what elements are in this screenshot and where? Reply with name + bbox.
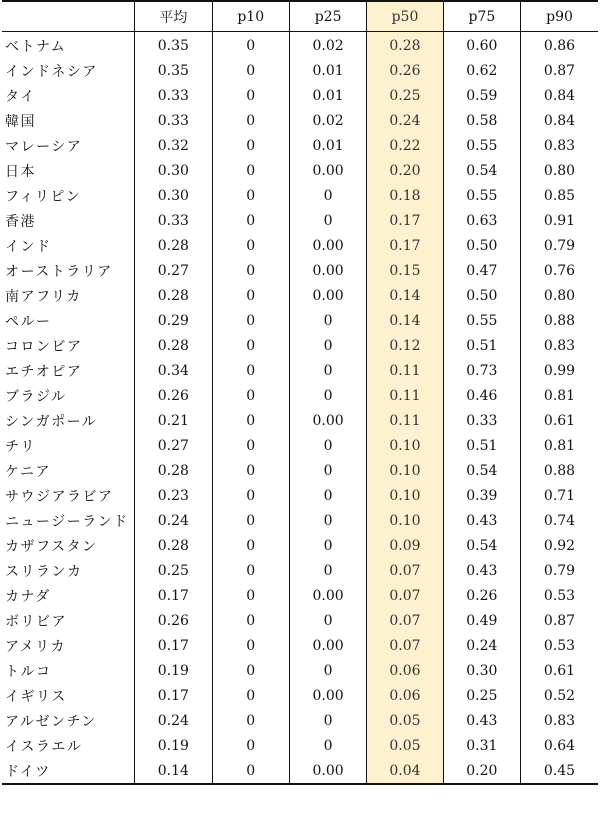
p50-cell: 0.07 <box>367 558 443 583</box>
p50-cell: 0.11 <box>367 358 443 383</box>
header-mean: 平均 <box>135 1 212 32</box>
p75-cell: 0.43 <box>443 558 520 583</box>
p75-cell: 0.46 <box>443 383 520 408</box>
mean-cell: 0.26 <box>135 608 212 633</box>
table-row <box>2 633 598 658</box>
mean-cell: 0.24 <box>135 708 212 733</box>
p10-cell: 0 <box>212 758 289 784</box>
p25-cell: 0 <box>289 383 366 408</box>
country-cell: ケニア <box>5 463 51 480</box>
p90-cell: 0.61 <box>521 658 598 683</box>
p25-cell: 0 <box>289 608 366 633</box>
p90-cell: 0.64 <box>521 733 598 758</box>
p10-cell: 0 <box>212 533 289 558</box>
mean-cell: 0.19 <box>135 733 212 758</box>
p75-cell: 0.39 <box>443 483 520 508</box>
p10-cell: 0 <box>212 258 289 283</box>
p75-cell: 0.63 <box>443 208 520 233</box>
country-cell: 南アフリカ <box>5 288 82 305</box>
p10-cell: 0 <box>212 733 289 758</box>
p75-cell: 0.55 <box>443 183 520 208</box>
p75-cell: 0.59 <box>443 83 520 108</box>
p90-cell: 0.88 <box>521 308 598 333</box>
table-row <box>2 258 598 283</box>
mean-cell: 0.17 <box>135 583 212 608</box>
p50-cell: 0.06 <box>367 683 443 708</box>
p10-cell: 0 <box>212 108 289 133</box>
p10-cell: 0 <box>212 58 289 83</box>
p50-cell: 0.07 <box>367 583 443 608</box>
country-cell: 韓国 <box>5 113 36 130</box>
p75-cell: 0.24 <box>443 633 520 658</box>
p25-cell: 0 <box>289 533 366 558</box>
header-p10: p10 <box>212 1 289 32</box>
table-row <box>2 32 598 59</box>
p50-cell: 0.10 <box>367 508 443 533</box>
p50-cell: 0.28 <box>367 32 443 59</box>
p25-cell: 0 <box>289 183 366 208</box>
country-cell: サウジアラビア <box>5 488 114 505</box>
p75-cell: 0.30 <box>443 658 520 683</box>
p75-cell: 0.47 <box>443 258 520 283</box>
table-row <box>2 733 598 758</box>
country-cell: 日本 <box>5 163 36 180</box>
country-cell: ボリビア <box>5 613 67 630</box>
p90-cell: 0.71 <box>521 483 598 508</box>
p25-cell: 0 <box>289 308 366 333</box>
p10-cell: 0 <box>212 358 289 383</box>
p90-cell: 0.76 <box>521 258 598 283</box>
p90-cell: 0.87 <box>521 608 598 633</box>
country-cell: フィリピン <box>5 188 82 205</box>
table-row <box>2 683 598 708</box>
p50-cell: 0.11 <box>367 408 443 433</box>
country-cell: 香港 <box>5 213 36 230</box>
p10-cell: 0 <box>212 333 289 358</box>
p10-cell: 0 <box>212 683 289 708</box>
mean-cell: 0.28 <box>135 283 212 308</box>
p75-cell: 0.54 <box>443 158 520 183</box>
country-cell: ドイツ <box>2 758 135 784</box>
p10-cell: 0 <box>212 708 289 733</box>
p50-cell: 0.18 <box>367 183 443 208</box>
mean-cell: 0.27 <box>135 258 212 283</box>
p75-cell: 0.50 <box>443 283 520 308</box>
p50-cell: 0.26 <box>367 58 443 83</box>
p50-cell: 0.14 <box>367 308 443 333</box>
p90-cell: 0.53 <box>521 583 598 608</box>
p10-cell: 0 <box>212 233 289 258</box>
country-cell: オーストラリア <box>5 263 113 280</box>
p75-cell: 0.60 <box>443 32 520 59</box>
country-cell: ブラジル <box>5 388 67 405</box>
table-row <box>2 708 598 733</box>
country-cell: マレーシア <box>5 138 83 155</box>
header-p90: p90 <box>521 1 598 32</box>
table-row <box>2 558 598 583</box>
table-row <box>2 758 598 784</box>
mean-cell: 0.26 <box>135 383 212 408</box>
table-row <box>2 658 598 683</box>
p90-cell: 0.88 <box>521 458 598 483</box>
p25-cell: 0 <box>289 358 366 383</box>
mean-cell: 0.34 <box>135 358 212 383</box>
country-cell: ペルー <box>5 313 52 330</box>
mean-cell: 0.28 <box>135 333 212 358</box>
p75-cell: 0.50 <box>443 233 520 258</box>
p50-cell: 0.10 <box>367 458 443 483</box>
p25-cell: 0 <box>289 658 366 683</box>
country-cell: カザフスタン <box>5 538 98 555</box>
table-row <box>2 58 598 83</box>
p25-cell: 0 <box>289 208 366 233</box>
p10-cell: 0 <box>212 633 289 658</box>
p10-cell: 0 <box>212 483 289 508</box>
header-p25: p25 <box>289 1 366 32</box>
p75-cell: 0.58 <box>443 108 520 133</box>
table-row <box>2 508 598 533</box>
p25-cell: 0.00 <box>289 683 366 708</box>
p25-cell: 0.00 <box>289 633 366 658</box>
p25-cell: 0.01 <box>289 83 366 108</box>
p25-cell: 0.01 <box>289 58 366 83</box>
country-cell: タイ <box>5 88 36 105</box>
p90-cell: 0.84 <box>521 83 598 108</box>
table-row <box>2 108 598 133</box>
p90-cell: 0.87 <box>521 58 598 83</box>
p90-cell: 0.83 <box>521 333 598 358</box>
mean-cell: 0.33 <box>135 108 212 133</box>
mean-cell: 0.23 <box>135 483 212 508</box>
p75-cell: 0.25 <box>443 683 520 708</box>
country-cell: シンガポール <box>5 413 98 430</box>
p10-cell: 0 <box>212 583 289 608</box>
table-row <box>2 458 598 483</box>
p25-cell: 0.00 <box>289 408 366 433</box>
p90-cell: 0.81 <box>521 383 598 408</box>
mean-cell: 0.21 <box>135 408 212 433</box>
p25-cell: 0.00 <box>289 758 366 784</box>
p50-cell: 0.15 <box>367 258 443 283</box>
p50-cell: 0.06 <box>367 658 443 683</box>
table-row <box>2 208 598 233</box>
p90-cell: 0.52 <box>521 683 598 708</box>
table-row <box>2 233 598 258</box>
header-row <box>2 1 598 32</box>
p90-cell: 0.45 <box>521 758 598 784</box>
p10-cell: 0 <box>212 32 289 59</box>
mean-cell: 0.28 <box>135 458 212 483</box>
p25-cell: 0.02 <box>289 108 366 133</box>
p75-cell: 0.26 <box>443 583 520 608</box>
p90-cell: 0.80 <box>521 283 598 308</box>
p25-cell: 0.00 <box>289 583 366 608</box>
p50-cell: 0.04 <box>367 758 443 784</box>
p90-cell: 0.79 <box>521 558 598 583</box>
mean-cell: 0.19 <box>135 658 212 683</box>
country-cell: カナダ <box>5 588 51 605</box>
p10-cell: 0 <box>212 558 289 583</box>
mean-cell: 0.14 <box>135 758 212 784</box>
p90-cell: 0.80 <box>521 158 598 183</box>
table-container <box>2 0 598 785</box>
p25-cell: 0.00 <box>289 158 366 183</box>
p90-cell: 0.86 <box>521 32 598 59</box>
p50-cell: 0.07 <box>367 608 443 633</box>
p50-cell: 0.10 <box>367 483 443 508</box>
table-row <box>2 358 598 383</box>
p10-cell: 0 <box>212 208 289 233</box>
table-row <box>2 83 598 108</box>
p90-cell: 0.79 <box>521 233 598 258</box>
p10-cell: 0 <box>212 433 289 458</box>
p25-cell: 0.00 <box>289 233 366 258</box>
country-cell: チリ <box>5 438 36 455</box>
p90-cell: 0.74 <box>521 508 598 533</box>
p50-cell: 0.17 <box>367 208 443 233</box>
header-country <box>2 1 135 32</box>
p90-cell: 0.99 <box>521 358 598 383</box>
p75-cell: 0.51 <box>443 333 520 358</box>
table-row <box>2 583 598 608</box>
table-row <box>2 533 598 558</box>
mean-cell: 0.28 <box>135 233 212 258</box>
p10-cell: 0 <box>212 183 289 208</box>
p90-cell: 0.83 <box>521 133 598 158</box>
p75-cell: 0.20 <box>443 758 520 784</box>
p25-cell: 0 <box>289 733 366 758</box>
country-cell: アルゼンチン <box>5 713 97 730</box>
p50-cell: 0.17 <box>367 233 443 258</box>
p90-cell: 0.53 <box>521 633 598 658</box>
table-row <box>2 183 598 208</box>
p25-cell: 0 <box>289 433 366 458</box>
p50-cell: 0.25 <box>367 83 443 108</box>
p50-cell: 0.14 <box>367 283 443 308</box>
p50-cell: 0.10 <box>367 433 443 458</box>
p25-cell: 0 <box>289 483 366 508</box>
table-row <box>2 408 598 433</box>
p75-cell: 0.55 <box>443 133 520 158</box>
p90-cell: 0.91 <box>521 208 598 233</box>
p90-cell: 0.83 <box>521 708 598 733</box>
p75-cell: 0.51 <box>443 433 520 458</box>
p75-cell: 0.33 <box>443 408 520 433</box>
country-cell: コロンビア <box>5 338 83 355</box>
p50-cell: 0.09 <box>367 533 443 558</box>
p75-cell: 0.54 <box>443 533 520 558</box>
p25-cell: 0 <box>289 508 366 533</box>
p50-cell: 0.24 <box>367 108 443 133</box>
header-p50: p50 <box>367 1 443 32</box>
table-row <box>2 483 598 508</box>
p10-cell: 0 <box>212 308 289 333</box>
table-row <box>2 383 598 408</box>
p90-cell: 0.61 <box>521 408 598 433</box>
table-row <box>2 333 598 358</box>
p50-cell: 0.22 <box>367 133 443 158</box>
p10-cell: 0 <box>212 383 289 408</box>
country-cell: ベトナム <box>5 38 67 55</box>
p10-cell: 0 <box>212 158 289 183</box>
p75-cell: 0.62 <box>443 58 520 83</box>
p75-cell: 0.43 <box>443 708 520 733</box>
p90-cell: 0.92 <box>521 533 598 558</box>
p10-cell: 0 <box>212 283 289 308</box>
mean-cell: 0.30 <box>135 158 212 183</box>
country-cell: ニュージーランド <box>5 513 129 530</box>
country-cell: アメリカ <box>5 638 67 655</box>
p10-cell: 0 <box>212 508 289 533</box>
table-row <box>2 158 598 183</box>
mean-cell: 0.25 <box>135 558 212 583</box>
country-cell: インドネシア <box>5 63 98 80</box>
country-cell: トルコ <box>5 663 52 680</box>
p90-cell: 0.84 <box>521 108 598 133</box>
p90-cell: 0.85 <box>521 183 598 208</box>
country-cell: イギリス <box>5 688 67 705</box>
p25-cell: 0.00 <box>289 283 366 308</box>
mean-cell: 0.29 <box>135 308 212 333</box>
table-row <box>2 308 598 333</box>
mean-cell: 0.24 <box>135 508 212 533</box>
country-cell: インド <box>5 238 52 255</box>
p75-cell: 0.73 <box>443 358 520 383</box>
p75-cell: 0.55 <box>443 308 520 333</box>
country-cell: イスラエル <box>5 738 83 755</box>
p50-cell: 0.07 <box>367 633 443 658</box>
mean-cell: 0.35 <box>135 58 212 83</box>
p10-cell: 0 <box>212 83 289 108</box>
p75-cell: 0.31 <box>443 733 520 758</box>
p25-cell: 0.02 <box>289 32 366 59</box>
p25-cell: 0 <box>289 558 366 583</box>
p25-cell: 0.01 <box>289 133 366 158</box>
p50-cell: 0.05 <box>367 708 443 733</box>
p75-cell: 0.54 <box>443 458 520 483</box>
p50-cell: 0.12 <box>367 333 443 358</box>
table-row <box>2 608 598 633</box>
p75-cell: 0.49 <box>443 608 520 633</box>
country-cell: スリランカ <box>5 563 83 580</box>
country-cell: エチオピア <box>5 363 83 380</box>
header-p75: p75 <box>443 1 520 32</box>
mean-cell: 0.27 <box>135 433 212 458</box>
mean-cell: 0.33 <box>135 83 212 108</box>
p90-cell: 0.81 <box>521 433 598 458</box>
p50-cell: 0.05 <box>367 733 443 758</box>
p10-cell: 0 <box>212 458 289 483</box>
p50-cell: 0.11 <box>367 383 443 408</box>
table-row <box>2 133 598 158</box>
p75-cell: 0.43 <box>443 508 520 533</box>
p10-cell: 0 <box>212 408 289 433</box>
p50-cell: 0.20 <box>367 158 443 183</box>
p25-cell: 0.00 <box>289 258 366 283</box>
mean-cell: 0.17 <box>135 633 212 658</box>
statistics-table <box>2 0 598 785</box>
table-row <box>2 433 598 458</box>
table-row <box>2 283 598 308</box>
mean-cell: 0.30 <box>135 183 212 208</box>
mean-cell: 0.17 <box>135 683 212 708</box>
p10-cell: 0 <box>212 658 289 683</box>
mean-cell: 0.28 <box>135 533 212 558</box>
p25-cell: 0 <box>289 458 366 483</box>
p25-cell: 0 <box>289 333 366 358</box>
mean-cell: 0.32 <box>135 133 212 158</box>
mean-cell: 0.33 <box>135 208 212 233</box>
p25-cell: 0 <box>289 708 366 733</box>
mean-cell: 0.35 <box>135 32 212 59</box>
p10-cell: 0 <box>212 133 289 158</box>
p10-cell: 0 <box>212 608 289 633</box>
